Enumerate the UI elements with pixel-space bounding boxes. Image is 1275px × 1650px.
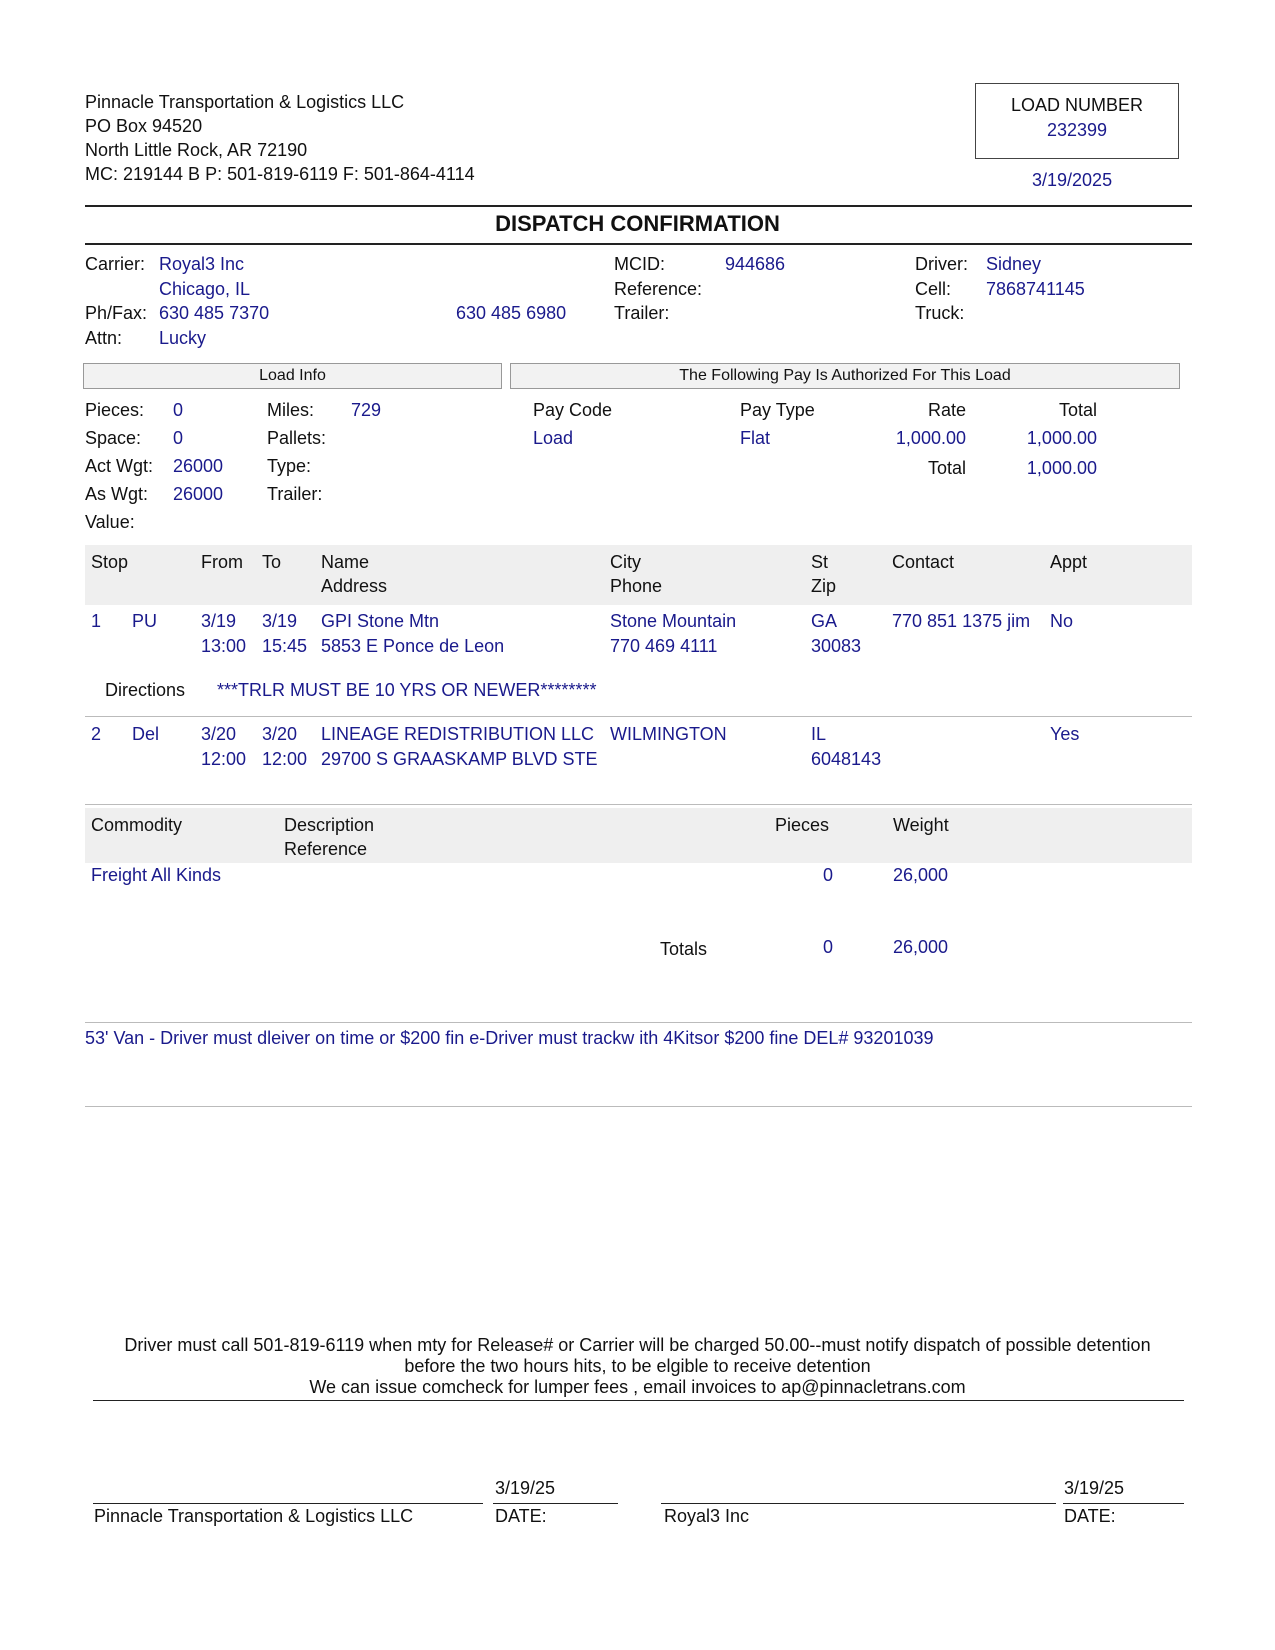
- stop1-num: 1: [91, 611, 102, 631]
- commodity-header-bar: [85, 808, 1192, 863]
- rate-value: 1,000.00: [895, 428, 966, 448]
- phone-col: Phone: [610, 576, 663, 596]
- stop2-st: IL: [811, 724, 827, 744]
- cell-value: 7868741145: [986, 279, 1085, 299]
- stop1-to-time: 15:45: [262, 636, 308, 656]
- grand-total-value: 1,000.00: [1026, 458, 1097, 478]
- notes-rule-bottom: [85, 1106, 1192, 1107]
- attn-value: Lucky: [159, 328, 207, 348]
- title-rule-bottom: [85, 243, 1192, 245]
- stop2-name: LINEAGE REDISTRIBUTION LLC: [321, 724, 595, 744]
- left-signer-name: Pinnacle Transportation & Logistics LLC: [94, 1506, 414, 1526]
- stop1-st: GA: [811, 611, 838, 631]
- right-date-label: DATE:: [1064, 1506, 1116, 1526]
- address-col: Address: [321, 576, 388, 596]
- load-trailer-label: Trailer:: [267, 484, 323, 504]
- aswgt-value: 26000: [173, 484, 224, 504]
- from-col: From: [201, 552, 243, 572]
- left-date-label: DATE:: [495, 1506, 547, 1526]
- stop1-directions: ***TRLR MUST BE 10 YRS OR NEWER********: [217, 680, 597, 700]
- stop1-from-time: 13:00: [201, 636, 247, 656]
- carrier-name: Royal3 Inc: [159, 254, 245, 274]
- city-col: City: [610, 552, 641, 572]
- stop1-contact: 770 851 1375 jim: [892, 611, 1031, 631]
- grand-total-label: Total: [927, 458, 966, 478]
- pieces-col: Pieces: [775, 815, 830, 835]
- load-notes: 53' Van - Driver must dleiver on time or $200 fin e-Driver must trackw ith 4Kitsor $200 fine DEL# 93201039: [85, 1028, 934, 1048]
- contact-col: Contact: [892, 552, 955, 572]
- stop1-type: PU: [132, 611, 158, 631]
- stop1-to-date: 3/19: [262, 611, 298, 631]
- page-title: DISPATCH CONFIRMATION: [495, 211, 780, 236]
- commodity-divider: [85, 804, 1192, 805]
- stop2-zip: 6048143: [811, 749, 882, 769]
- stop2-appt: Yes: [1050, 724, 1080, 744]
- pay-header: The Following Pay Is Authorized For This Load: [510, 363, 1180, 389]
- mcid-value: 944686: [725, 254, 786, 274]
- weight-col: Weight: [893, 815, 949, 835]
- totals-pieces: 0: [823, 937, 834, 957]
- notes-rule-top: [85, 1022, 1192, 1023]
- space-value: 0: [173, 428, 184, 448]
- right-sign-date: 3/19/25: [1064, 1478, 1125, 1498]
- load-date: 3/19/2025: [1032, 170, 1113, 190]
- stop1-city: Stone Mountain: [610, 611, 737, 631]
- stop-divider: [85, 716, 1192, 717]
- load-info-header: Load Info: [83, 363, 502, 389]
- reference-label: Reference:: [614, 279, 703, 299]
- total-header: Total: [1058, 400, 1097, 420]
- footer-rule: [93, 1400, 1184, 1401]
- zip-col: Zip: [811, 576, 837, 596]
- left-signature-line: [93, 1503, 483, 1504]
- company-name: Pinnacle Transportation & Logistics LLC: [85, 92, 405, 112]
- carrier-label: Carrier:: [85, 254, 146, 274]
- pay-type-header: Pay Type: [740, 400, 815, 420]
- stop2-address: 29700 S GRAASKAMP BLVD STE: [321, 749, 598, 769]
- total-value: 1,000.00: [1026, 428, 1097, 448]
- phfax-label: Ph/Fax:: [85, 303, 148, 323]
- totals-weight: 26,000: [893, 937, 949, 957]
- appt-col: Appt: [1050, 552, 1088, 572]
- title-rule-top: [85, 205, 1192, 207]
- cell-label: Cell:: [915, 279, 952, 299]
- stop2-num: 2: [91, 724, 102, 744]
- company-address1: PO Box 94520: [85, 116, 203, 136]
- value-label: Value:: [85, 512, 135, 532]
- right-date-line: [1063, 1503, 1184, 1504]
- pay-code-value: Load: [533, 428, 574, 448]
- footer-line1: Driver must call 501-819-6119 when mty for Release# or Carrier will be charged 50.00--must notify dispatch of possible detention: [124, 1335, 1151, 1355]
- driver-label: Driver:: [915, 254, 968, 274]
- st-col: St: [811, 552, 829, 572]
- footer-line2: before the two hours hits, to be elgible to receive detention: [404, 1356, 871, 1376]
- stop1-name: GPI Stone Mtn: [321, 611, 440, 631]
- stop2-city: WILMINGTON: [610, 724, 727, 744]
- left-date-line: [493, 1503, 618, 1504]
- stop-col: Stop: [91, 552, 129, 572]
- footer-line3: We can issue comcheck for lumper fees , email invoices to ap@pinnacletrans.com: [309, 1377, 966, 1397]
- stop1-zip: 30083: [811, 636, 862, 656]
- carrier-city: Chicago, IL: [159, 279, 251, 299]
- company-address2: North Little Rock, AR 72190: [85, 140, 308, 160]
- commodity-col: Commodity: [91, 815, 183, 835]
- to-col: To: [262, 552, 282, 572]
- trailer-label: Trailer:: [614, 303, 670, 323]
- stop2-type: Del: [132, 724, 160, 744]
- stop2-from-date: 3/20: [201, 724, 237, 744]
- description-col: Description: [284, 815, 375, 835]
- load-number-box: [975, 83, 1179, 159]
- commodity-item: Freight All Kinds: [91, 865, 222, 885]
- left-sign-date: 3/19/25: [495, 1478, 556, 1498]
- pay-type-value: Flat: [740, 428, 771, 448]
- rate-header: Rate: [927, 400, 966, 420]
- stop1-appt: No: [1050, 611, 1074, 631]
- stop1-from-date: 3/19: [201, 611, 237, 631]
- stop1-address: 5853 E Ponce de Leon: [321, 636, 505, 656]
- driver-value: Sidney: [986, 254, 1042, 274]
- pay-code-header: Pay Code: [533, 400, 613, 420]
- right-signer-name: Royal3 Inc: [664, 1506, 750, 1526]
- reference-col: Reference: [284, 839, 368, 859]
- stop1-directions-label: Directions: [105, 680, 186, 700]
- actwgt-label: Act Wgt:: [85, 456, 154, 476]
- miles-value: 729: [351, 400, 382, 420]
- attn-label: Attn:: [85, 328, 123, 348]
- carrier-phone: 630 485 7370: [159, 303, 270, 323]
- aswgt-label: As Wgt:: [85, 484, 149, 504]
- type-label: Type:: [267, 456, 312, 476]
- miles-label: Miles:: [267, 400, 315, 420]
- pieces-label: Pieces:: [85, 400, 145, 420]
- commodity-weight: 26,000: [893, 865, 949, 885]
- load-number-label: LOAD NUMBER: [1010, 95, 1144, 115]
- stop1-phone: 770 469 4111: [610, 636, 718, 656]
- name-col: Name: [321, 552, 370, 572]
- carrier-fax: 630 485 6980: [456, 303, 567, 323]
- right-signature-line: [661, 1503, 1056, 1504]
- truck-label: Truck:: [915, 303, 965, 323]
- totals-label: Totals: [660, 939, 708, 959]
- stop2-to-time: 12:00: [262, 749, 308, 769]
- load-number: 232399: [1046, 120, 1108, 140]
- space-label: Space:: [85, 428, 142, 448]
- mcid-label: MCID:: [614, 254, 665, 274]
- actwgt-value: 26000: [173, 456, 224, 476]
- commodity-pieces: 0: [823, 865, 834, 885]
- pieces-value: 0: [173, 400, 184, 420]
- stop2-to-date: 3/20: [262, 724, 298, 744]
- company-contact: MC: 219144 B P: 501-819-6119 F: 501-864-4114: [85, 164, 475, 184]
- stop2-from-time: 12:00: [201, 749, 247, 769]
- pallets-label: Pallets:: [267, 428, 327, 448]
